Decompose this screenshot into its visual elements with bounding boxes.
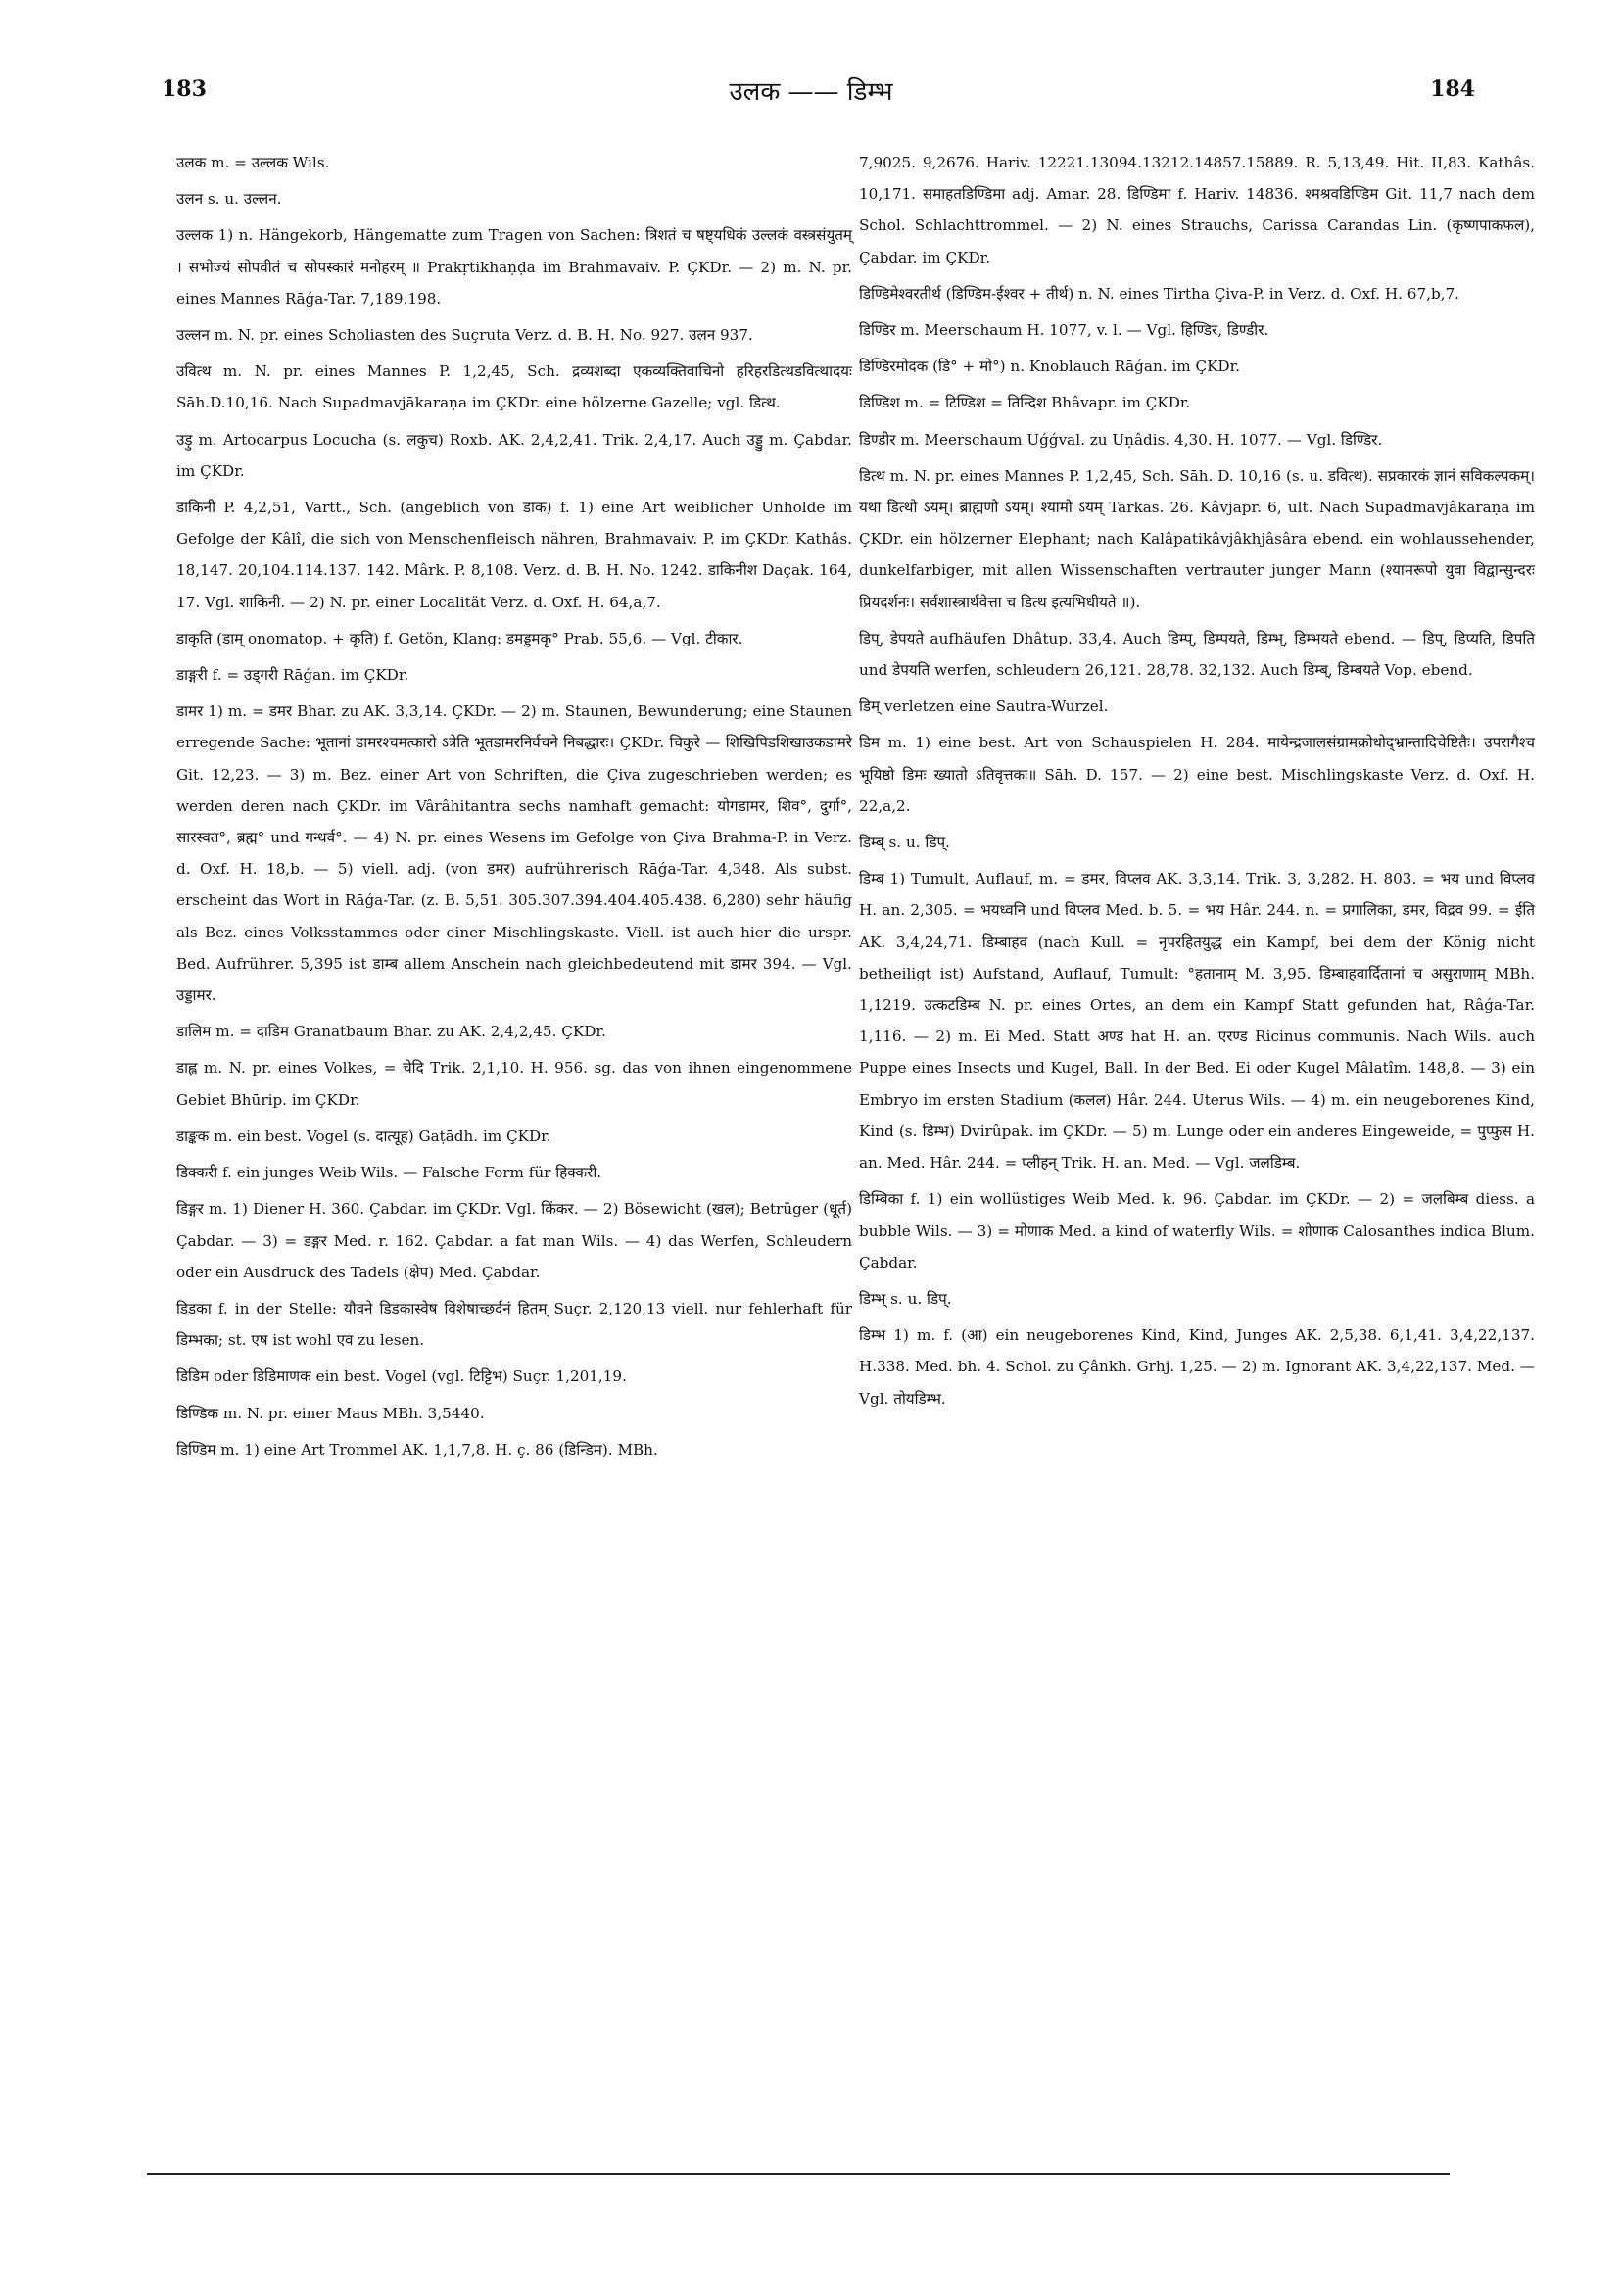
entry: डिण्डिरमोदक (डि° + मो°) n. Knoblauch Rāǵan. im ÇKDr. [859,358,1241,376]
entry: डाङ्कक m. ein best. Vogel (s. दात्यूह) Gaṭādh. im ÇKDr. [176,1126,551,1145]
entry: डिम्भ 1) m. f. (आ) ein neugeborenes Kind, Kind, Junges AK. 2,5,38. 6,1,41. 3,4,22,137. H.338. Med. bh. 4. Schol. zu Çânkh. Grhj. 1,25. — 2) m. Ignorant AK. 3,4,22,137. Med. — Vgl. तोयडिम्भ. [859,1326,1535,1408]
entry: डिम्ब 1) Tumult, Auflauf, m. = डमर, विप्लव AK. 3,3,14. Trik. 3, 3,282. H. 803. = भय und विप्लव H. an. 2,305. = भयध्वनि und विप्लव Med. b. 5. = भय Hâr. 244. n. = प्रगालिका, डमर, विद्रव 99. = ईति AK. 3,4,24,71. डिम्बाहव (nach Kull. = नृपरहितयुद्ध ein Kampf, bei dem der König nicht betheiligt ist) Aufstand, Auflauf, Tumult: °हतानाम् M. 3,95. डिम्बाहवार्दितानां च असुराणाम् MBh. 1,1219. उत्कटडिम्ब N. pr. eines Ortes, an dem ein Kampf Statt gefunden hat, Râǵa-Tar. 1,116. — 2) m. Ei Med. Statt अण्ड hat H. an. एरण्ड Ricinus communis. Nach Wils. auch Puppe eines Insects und Kugel, Ball. In der Bed. Ei oder Kugel Mâlatîm. 148,8. — 3) ein Embryo im ersten Stadium (कलल) Hâr. 244. Uterus Wils. — 4) m. ein neugeborenes Kind, Kind (s. डिम्भ) Dvirûpak. im ÇKDr. — 5) m. Lunge oder ein anderes Eingeweide, = पुप्फुस H. an. Med. Hâr. 244. = प्लीहन् Trik. H. an. Med. — Vgl. जलडिम्ब. [859,870,1535,1172]
entry: डिम्भ् s. u. डिप्. [859,1289,952,1308]
entry: उड़ु m. Artocarpus Locucha (s. लकुच) Roxb. AK. 2,4,2,41. Trik. 2,4,17. Auch उड्डु m. Çabdar. im ÇKDr. [176,430,852,480]
entry: डिडका f. in der Stelle: यौवने डिडकास्वेष विशेषाच्छर्दनं हितम् Suçr. 2,120,13 viell. nur fehlerhaft für डिम्भका; st. एष ist wohl एव zu lesen. [176,1299,852,1350]
left-column [176,147,852,1470]
entry: डाङ्गरी f. = उड्गरी Rāǵan. im ÇKDr. [176,666,409,685]
entry: डामर 1) m. = डमर Bhar. zu AK. 3,3,14. ÇKDr. — 2) m. Staunen, Bewunderung; eine Staunen erregende Sache: भूतानां डामरश्चमत्कारो ऽत्रेति भूतडामरनिर्वचने निबद्धारः। ÇKDr. चिकुरे — शिखिपिडशिखाउकडामरे Git. 12,23. — 3) m. Bez. einer Art von Schriften, die Çiva zugeschrieben werden; es werden deren nach ÇKDr. im Vârâhitantra sechs namhaft gemacht: योगडामर, शिव°, दुर्गा°, सारस्वत°, ब्रह्म° und गन्धर्व°. — 4) N. pr. eines Wesens im Gefolge von Çiva Brahma-P. in Verz. d. Oxf. H. 18,b. — 5) viell. adj. (von डमर) aufrührerisch Rāǵa-Tar. 4,348. Als subst. erscheint das Wort in Rāǵa-Tar. (z. B. 5,51. 305.307.394.404.405.438. 6,280) sehr häufig als Bez. eines Volksstammes oder einer Mischlingskaste. Viell. ist auch hier die urspr. Bed. Aufrührer. 5,395 ist डाम्ब allem Anschein nach gleichbedeutend mit डामर 394. — Vgl. उड्डामर. [176,702,852,1005]
entry: डिण्डिक m. N. pr. einer Maus MBh. 3,5440. [176,1404,485,1422]
entry: डाकिनी P. 4,2,51, Vartt., Sch. (angeblich von डाक) f. 1) eine Art weiblicher Unholde im Gefolge der Kâlî, die sich von Menschenfleisch nähren, Brahmavaiv. P. im ÇKDr. Kathâs. 18,147. 20,104.114.137. 142. Mârk. P. 8,108. Verz. d. B. H. No. 1242. डाकिनीश Daçak. 164, 17. Vgl. शाकिनी. — 2) N. pr. einer Localität Verz. d. Oxf. H. 64,a,7. [176,499,852,611]
page-number-right: 184 [1430,76,1475,102]
entry: उल्लन m. N. pr. eines Scholiasten des Suçruta Verz. d. B. H. No. 927. उलन 937. [176,326,753,345]
entry: डिण्डिम m. 1) eine Art Trommel AK. 1,1,7,8. H. ç. 86 (डिन्डिम). MBh. [176,1440,658,1459]
entry: डिण्डिमेश्वरतीर्थ (डिण्डिम-ईश्वर + तीर्थ) n. N. eines Tirtha Çiva-P. in Verz. d. Oxf. H. 67,b,7. [859,284,1459,303]
page-number-left: 183 [162,76,207,102]
entry: डाकृति (डाम् onomatop. + कृति) f. Getön, Klang: डमड्डमकृ° Prab. 55,6. — Vgl. टीकार. [176,629,743,647]
entry: डिम् verletzen eine Sautra-Wurzel. [859,697,1109,716]
entry: डिण्डीर m. Meerschaum Uǵǵval. zu Uṇâdis. 4,30. H. 1077. — Vgl. डिण्डिर. [859,430,1383,449]
entry: डिम m. 1) eine best. Art von Schauspielen H. 284. मायेन्द्रजालसंग्रामक्रोधोद्भ्रान्तादिचेष्टितैः। उपरागैश्च भूयिष्ठो डिमः ख्यातो ऽतिवृत्तकः॥ Sāh. D. 157. — 2) eine best. Mischlingskaste Verz. d. Oxf. H. 22,a,2. [859,734,1535,815]
entry: डिडिम oder डिडिमाणक ein best. Vogel (vgl. टिट्टिभ) Suçr. 1,201,19. [176,1367,627,1386]
entry: डिक्करी f. ein junges Weib Wils. — Falsche Form für हिक्करी. [176,1164,602,1182]
entry: उलक m. = उल्लक Wils. [176,154,330,171]
entry: डाह्ल m. N. pr. eines Volkes, = चेदि Trik. 2,1,10. H. 956. sg. das von ihnen eingenommene Gebiet Bhūrip. im ÇKDr. [176,1059,852,1109]
entry: उल्लक 1) n. Hängekorb, Hängematte zum Tragen von Sachen: त्रिशतं च षष्ट्यधिकं उल्लकं वस्त्रसंयुतम् । सभोज्यं सोपवीतं च सोपस्कारं मनोहरम् ॥ Prakṛtikhaṇḍa im Brahmavaiv. P. ÇKDr. — 2) m. N. pr. eines Mannes Rāǵa-Tar. 7,189.198. [176,226,852,308]
entry: 7,9025. 9,2676. Hariv. 12221.13094.13212.14857.15889. R. 5,13,49. Hit. II,83. Kathâs. 10,171. समाहतडिण्डिमा adj. Amar. 28. डिण्डिमा f. Hariv. 14836. श्मश्रवडिण्डिम Git. 11,7 nach dem Schol. Schlachttrommel. — 2) N. eines Strauchs, Carissa Carandas Lin. (कृष्णपाकफल), Çabdar. im ÇKDr. [859,154,1535,266]
entry: उलन s. u. उल्लन. [176,190,282,209]
entry: डिण्डिश m. = टिण्डिश = तिन्दिश Bhâvapr. im ÇKDr. [859,394,1191,412]
entry: डिप्, डेपयते aufhäufen Dhâtup. 33,4. Auch डिम्प्, डिम्पयते, डिम्भ्, डिम्भयते ebend. — डिप्, डिप्यति, डिपति und डेपयति werfen, schleudern 26,121. 28,78. 32,132. Auch डिम्ब्, डिम्बयते Vop. ebend. [859,629,1535,680]
entry: डित्थ m. N. pr. eines Mannes P. 1,2,45, Sch. Sāh. D. 10,16 (s. u. डवित्थ). सप्रकारकं ज्ञानं सविकल्पकम्। यथा डित्थो ऽयम्। ब्राह्मणो ऽयम्। श्यामो ऽयम् Tarkas. 26. Kâvjapr. 6, ult. Nach Supadmavjâkaraṇa im ÇKDr. ein hölzerner Elephant; nach Kalâpatikâvjâkhjâsâra ebend. ein wohlaussehender, dunkelfarbiger, mit allen Wissenschaften vertrauter junger Mann (श्यामरूपो युवा विद्वान्सुन्दरः प्रियदर्शनः। सर्वशास्त्रार्थवेत्ता च डित्थ इत्यभिधीयते ॥). [859,466,1535,611]
running-head: उलक —— डिम्भ [729,77,893,107]
bottom-rule [147,2173,1450,2175]
right-column [859,147,1535,1419]
entry: डिम्बिका f. 1) ein wollüstiges Weib Med. k. 96. Çabdar. im ÇKDr. — 2) = जलबिम्ब diess. a bubble Wils. — 3) = मोणाक Med. a kind of waterfly Wils. = शोणाक Calosanthes indica Blum. Çabdar. [859,1190,1535,1271]
entry: डिङ्गर m. 1) Diener H. 360. Çabdar. im ÇKDr. Vgl. किंकर. — 2) Bösewicht (खल); Betrüger (धूर्त) Çabdar. — 3) = डङ्गर Med. r. 162. Çabdar. a fat man Wils. — 4) das Werfen, Schleudern oder ein Ausdruck des Tadels (क्षेप) Med. Çabdar. [176,1200,852,1281]
entry: उवित्थ m. N. pr. eines Mannes P. 1,2,45, Sch. द्रव्यशब्दा एकव्यक्तिवाचिनो हरिहरडित्थडवित्थादयः Sāh.D.10,16. Nach Supadmavjākaraṇa im ÇKDr. eine hölzerne Gazelle; vgl. डित्थ. [176,362,852,412]
entry: डिम्ब् s. u. डिप्. [859,834,950,852]
entry: डिण्डिर m. Meerschaum H. 1077, v. l. — Vgl. हिण्डिर, डिण्डीर. [859,321,1269,340]
entry: डालिम m. = दाडिम Granatbaum Bhar. zu AK. 2,4,2,45. ÇKDr. [176,1023,606,1041]
